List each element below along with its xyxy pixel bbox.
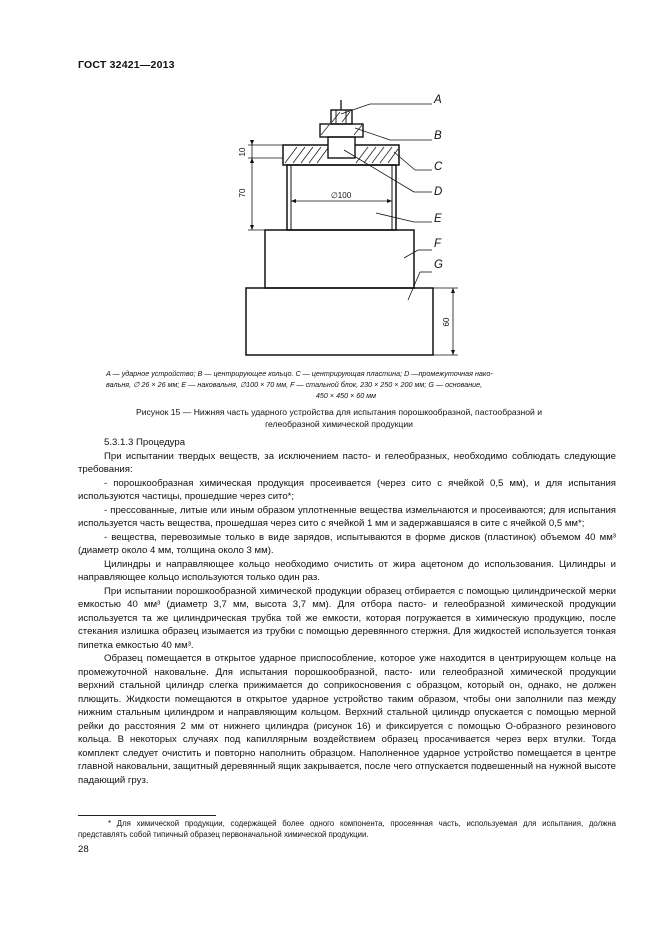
dim-100: ∅100: [330, 191, 352, 200]
paragraph: - вещества, перевозимые только в виде зарядов, испытываются в форме дисков (пластинок) объемом 40 мм³ (диаметр около 4 мм, толщина около 3 мм).: [78, 531, 616, 556]
dim-60: 60: [442, 317, 451, 327]
section-body: [78, 436, 616, 787]
steel-block: [265, 230, 414, 288]
page-number: 28: [78, 844, 89, 855]
centering-ring: [320, 124, 363, 137]
paragraph: Цилиндры и направляющее кольцо необходимо очистить от жира ацетоном до использования. Цилиндры и направляющее кольцо используются только один раз.: [78, 558, 616, 583]
footnote: * Для химической продукции, содержащей более одного компонента, просеянная часть, используемая для испытания, должна представлять собой типичный образец первоначальной химической продукции.: [78, 819, 616, 839]
legend-line: 450 × 450 × 60 мм: [315, 391, 377, 400]
impact-device-drawing: [0, 0, 661, 370]
caption-line: Рисунок 15 — Нижняя часть ударного устройства для испытания порошкообразной, пастообразной и: [135, 407, 543, 417]
base-block: [246, 288, 433, 355]
paragraph: - порошкообразная химическая продукция просеивается (через сито с ячейкой 0,5 мм), и для испытания используются частицы, прошедшие через сито*;: [78, 477, 616, 502]
callout-c: C: [434, 161, 443, 173]
legend-line: A — ударное устройство; B — центрирующее кольцо. C — центрирующая пластина; D —промежуточная нако-: [106, 369, 493, 378]
legend-line: вальня, ∅ 26 × 26 мм; E — наковальня, ∅100 × 70 мм, F — стальной блок, 230 × 250 × 200 мм; G — основание,: [106, 380, 483, 389]
callout-a: A: [434, 94, 442, 106]
callout-g: G: [434, 259, 443, 271]
figure-caption: [96, 406, 582, 430]
impact-device: [331, 110, 352, 124]
standard-header: ГОСТ 32421—2013: [78, 59, 175, 71]
dim-70: 70: [238, 188, 247, 198]
figure-legend: [106, 368, 586, 401]
intermediate-anvil: [328, 137, 355, 158]
dim-10: 10: [238, 147, 247, 157]
caption-line: гелеобразной химической продукции: [265, 419, 413, 429]
callout-b: B: [434, 130, 442, 142]
paragraph: Образец помещается в открытое ударное приспособление, которое уже находится в центрирующем кольце на промежуточной наковальне. Для испытания порошкообразной, пасто- или гелеобразной химической продукции верхний стальной цилиндр слегка прижимается до соприкосновения с образцом, который он, однако, не должен плющить. Жидкости помещаются в открытое ударное устройство таким образом, чтобы они заполнили паз между нижним стальным цилиндром и направляющим кольцом. Верхний стальной цилиндр опускается с помощью мерной рейки до расстояния 2 мм от нижнего цилиндра (рисунок 16) и фиксируется с помощью О-образного резинового кольца. В некоторых случаях под капиллярным воздействием образец просачивается через верх втулки. Тогда комплект следует очистить и повторно наполнить образцом. Наполненное ударное устройство помещается в центре главной наковальни, защитный деревянный ящик закрывается, после чего отпускается подвешенный на нужной высоте падающий груз.: [78, 653, 616, 786]
section-heading: 5.3.1.3 Процедура: [104, 437, 186, 448]
paragraph: - прессованные, литые или иным образом уплотненные вещества измельчаются и просеиваются; для испытания используется часть вещества, прошедшая через сито с ячейкой 1 мм и задержавшаяся в сите с ячейкой 0,5 мм*;: [78, 504, 616, 529]
callout-f: F: [434, 238, 442, 250]
callout-d: D: [434, 186, 443, 198]
paragraph: При испытании порошкообразной химической продукции образец отбирается с помощью цилиндрической мерки емкостью 40 мм³ (диаметр 3,7 мм, высота 3,7 мм). Для отбора пасто- и гелеобразной химической продукции используется та же цилиндрическая трубка той же емкости, которая погружается в химическую продукцию, после стекания излишка образец изымается из трубки с помощью деревянного стержня. Для жидкостей используется тонкая пипетка емкостью 40 мм³.: [78, 585, 616, 651]
footnote-rule: [78, 815, 216, 816]
callout-e: E: [434, 213, 442, 225]
paragraph: При испытании твердых веществ, за исключением пасто- и гелеобразных, необходимо соблюдать следующие требования:: [78, 450, 616, 475]
